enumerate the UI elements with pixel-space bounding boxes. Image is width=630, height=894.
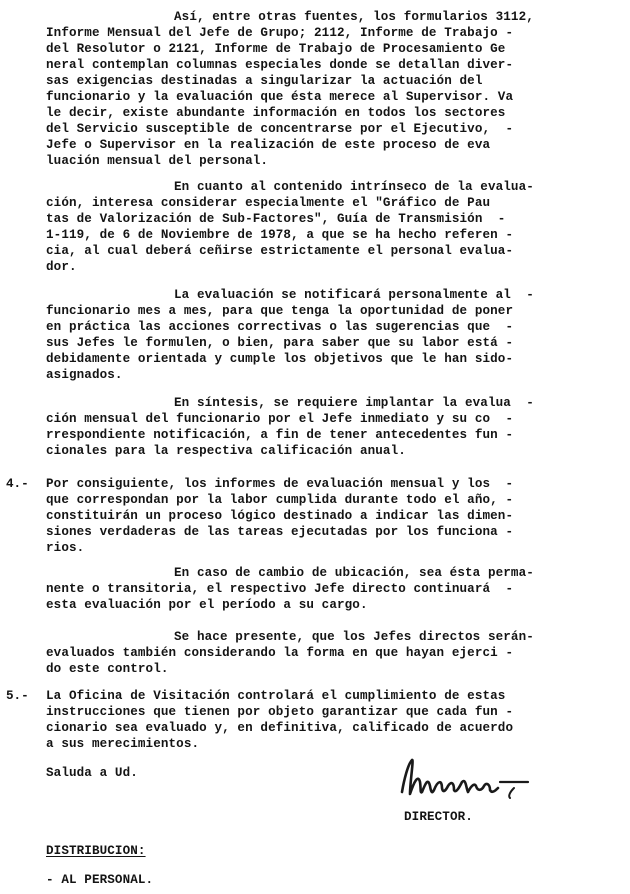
distribution-item: - AL PERSONAL. <box>46 873 154 887</box>
text-line: sus Jefes le formulen, o bien, para saber que su labor está - <box>46 336 514 350</box>
text-line: funcionario mes a mes, para que tenga la oportunidad de poner <box>46 304 514 318</box>
text-line: sas exigencias destinadas a singularizar la actuación del <box>46 74 483 88</box>
text-line: rios. <box>46 541 85 555</box>
text-line: Por consiguiente, los informes de evaluación mensual y los - <box>46 477 514 491</box>
text-line: La Oficina de Visitación controlará el cumplimiento de estas <box>46 689 506 703</box>
text-line: a sus merecimientos. <box>46 737 200 751</box>
text-line: evaluados también considerando la forma en que hayan ejerci - <box>46 646 514 660</box>
text-line: cionales para la respectiva calificación anual. <box>46 444 406 458</box>
text-line: nente o transitoria, el respectivo Jefe directo continuará - <box>46 582 514 596</box>
closing-greeting: Saluda a Ud. <box>46 766 138 780</box>
text-line: debidamente orientada y cumple los objetivos que le han sido- <box>46 352 514 366</box>
text-line: constituirán un proceso lógico destinado a indicar las dimen- <box>46 509 514 523</box>
text-line: ción, interesa considerar especialmente el "Gráfico de Pau <box>46 196 491 210</box>
text-line: do este control. <box>46 662 169 676</box>
signature-scribble <box>396 752 576 808</box>
text-line: del Resolutor o 2121, Informe de Trabajo de Procesamiento Ge <box>46 42 506 56</box>
text-line: cia, al cual deberá ceñirse estrictamente el personal evalua- <box>46 244 514 258</box>
text-line: dor. <box>46 260 77 274</box>
text-line: Así, entre otras fuentes, los formularios 3112, <box>174 10 534 24</box>
distribution-heading: DISTRIBUCION: <box>46 844 146 858</box>
text-line: En cuanto al contenido intrínseco de la evalua- <box>174 180 534 194</box>
text-line: que correspondan por la labor cumplida durante todo el año, - <box>46 493 514 507</box>
text-line: le decir, existe abundante información en todos los sectores <box>46 106 506 120</box>
text-line: en práctica las acciones correctivas o las sugerencias que - <box>46 320 514 334</box>
text-line: En caso de cambio de ubicación, sea ésta perma- <box>174 566 534 580</box>
text-line: siones verdaderas de las tareas ejecutadas por los funciona - <box>46 525 514 539</box>
text-line: Informe Mensual del Jefe de Grupo; 2112, Informe de Trabajo - <box>46 26 514 40</box>
item-number: 5.- <box>6 689 29 703</box>
text-line: La evaluación se notificará personalmente al - <box>174 288 534 302</box>
text-line: asignados. <box>46 368 123 382</box>
text-line: neral contemplan columnas especiales donde se detallan diver- <box>46 58 514 72</box>
text-line: esta evaluación por el período a su cargo. <box>46 598 368 612</box>
handwritten-signature <box>396 752 576 808</box>
text-line: funcionario y la evaluación que ésta merece al Supervisor. Va <box>46 90 514 104</box>
text-line: Se hace presente, que los Jefes directos serán- <box>174 630 534 644</box>
text-line: del Servicio susceptible de concentrarse por el Ejecutivo, - <box>46 122 514 136</box>
signer-title: DIRECTOR. <box>404 810 473 824</box>
text-line: Jefe o Supervisor en la realización de este proceso de eva <box>46 138 491 152</box>
text-line: ción mensual del funcionario por el Jefe inmediato y su co - <box>46 412 514 426</box>
item-number: 4.- <box>6 477 29 491</box>
text-line: cionario sea evaluado y, en definitiva, calificado de acuerdo <box>46 721 514 735</box>
text-line: tas de Valorización de Sub-Factores", Guía de Transmisión - <box>46 212 506 226</box>
text-line: instrucciones que tienen por objeto garantizar que cada fun - <box>46 705 514 719</box>
text-line: 1-119, de 6 de Noviembre de 1978, a que se ha hecho referen - <box>46 228 514 242</box>
text-line: En síntesis, se requiere implantar la evalua - <box>174 396 534 410</box>
text-line: rrespondiente notificación, a fin de tener antecedentes fun - <box>46 428 514 442</box>
text-line: luación mensual del personal. <box>46 154 269 168</box>
